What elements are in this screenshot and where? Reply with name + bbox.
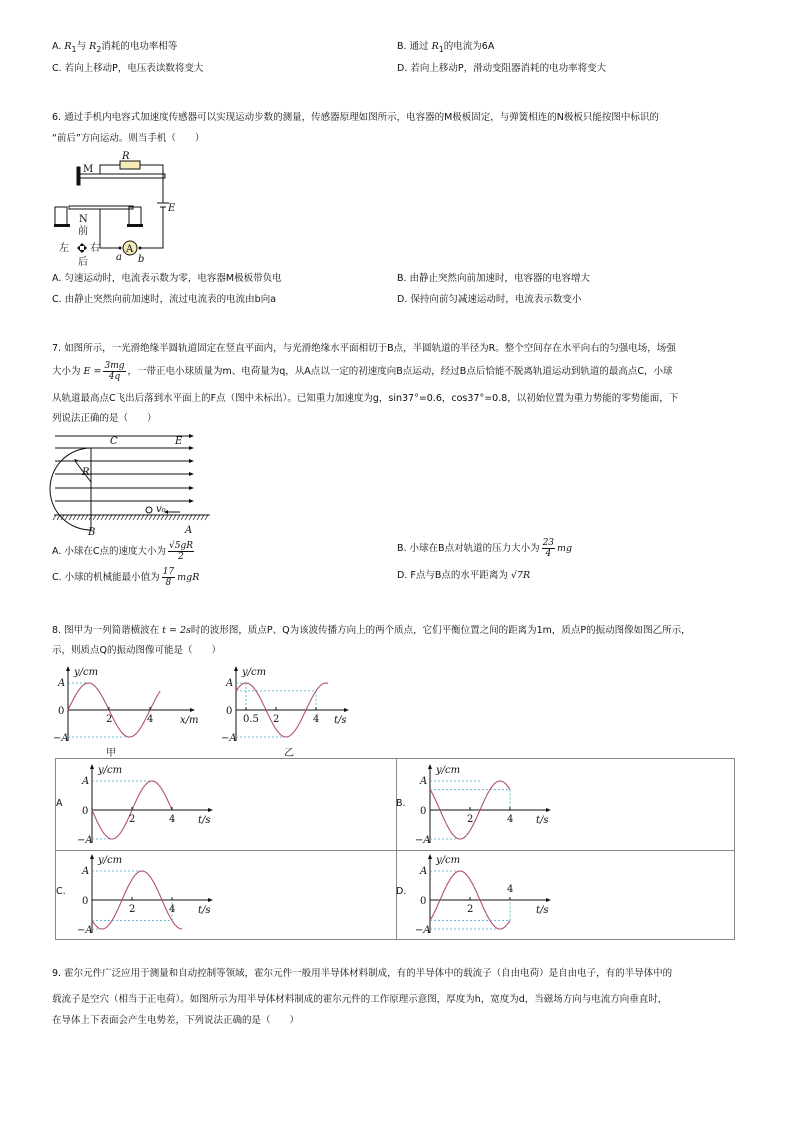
origin-label: 0 (420, 806, 427, 817)
fraction (168, 541, 194, 562)
label-a: A (185, 525, 193, 536)
resistor (120, 161, 140, 169)
y-axis-label: y/cm (242, 667, 267, 678)
q7-stem-line2 (52, 361, 672, 383)
q5-option-c[interactable]: C. 若向上移动P，电压表读数将变大 (52, 63, 204, 74)
x-axis-arrow-icon (344, 708, 349, 712)
r1: R (431, 41, 439, 52)
q9-stem-line1: 9. 霍尔元件广泛应用于测量和自动控制等领域，霍尔元件一般用半导体材料制成，有的半导体中的载流子（自由电荷）是自由电子，有的半导体中的 (52, 968, 673, 979)
label-left: 左 (59, 243, 69, 254)
denominator: 4q (108, 372, 121, 382)
label-r: R (122, 151, 130, 162)
q7-option-b[interactable] (397, 537, 572, 561)
n-plate (69, 206, 133, 209)
e-equals: E = (83, 366, 102, 377)
label-ammeter: A (126, 244, 134, 255)
tick-label: 4 (147, 714, 154, 725)
x-axis-label: t/s (198, 815, 211, 826)
q7-stem-line1: 7. 如图所示，一光滑绝缘半圆轨道固定在竖直平面内，与光滑绝缘水平面相切于B点，半圆轨道的半径为R。整个空间存在水平向右的匀强电场，场强 (52, 343, 676, 354)
text: A. 小球在C点的速度大小为 (52, 546, 167, 557)
label-b: b (138, 254, 145, 265)
text: 的电流为6A (443, 41, 495, 52)
graph-yi (221, 666, 349, 759)
text: C. 小球的机械能最小值为 (52, 572, 160, 583)
neg-amplitude-label: −A (415, 835, 431, 846)
origin-label: 0 (82, 896, 89, 907)
label-m: M (83, 164, 94, 175)
q6-option-a[interactable]: A. 匀速运动时，电流表示数为零，电容器M极板带负电 (52, 273, 282, 284)
tail: mgR (177, 572, 200, 583)
tick-label: 2 (106, 714, 113, 725)
q7-option-c[interactable] (52, 566, 199, 590)
graph-jia (53, 666, 199, 759)
tick-label: 2 (273, 714, 280, 725)
numerator: 23 (542, 538, 555, 548)
q6-stem-line2: “前后”方向运动。则当手机（ ） (52, 133, 205, 144)
tick-label: 4 (507, 814, 514, 825)
direction-arrows-icon (77, 243, 87, 253)
denominator: 2 (178, 552, 184, 562)
amplitude-label: A (420, 866, 428, 877)
x-axis-label: t/s (198, 905, 211, 916)
label-b: B (88, 527, 96, 538)
label-e: E (175, 436, 183, 447)
field-arrow-icon (189, 499, 194, 503)
q7-stem-line3: 从轨道最高点C飞出后落到水平面上的F点（图中未标出）。已知重力加速度为g，sin37°=0.6，cos37°=0.8，以初始位置为重力势能的零势能面，下 (52, 393, 679, 404)
amplitude-label: A (82, 866, 90, 877)
r1-sub: 1 (438, 44, 444, 54)
text: D. F点与B点的水平距离为 (397, 570, 508, 581)
figure-caption: 甲 (106, 748, 116, 759)
amplitude-label: A (226, 678, 234, 689)
field-arrow-icon (189, 446, 194, 450)
field-arrow-icon (189, 434, 194, 438)
tick-label: 4 (169, 904, 176, 915)
label-r: R (82, 467, 90, 478)
denominator: 4 (545, 549, 552, 559)
q6-option-d[interactable]: D. 保持向前匀减速运动时，电流表示数变小 (397, 294, 582, 305)
text: 消耗的电功率相等 (101, 41, 178, 52)
r1-sub: 1 (71, 44, 77, 54)
q6-stem-line1: 6. 通过手机内电容式加速度传感器可以实现运动步数的测量，传感器原理如图所示，电容器的M极板固定，与弹簧相连的N极板只能按图中标识的 (52, 112, 659, 123)
q8-stem-line2: 示，则质点Q的振动图像可能是（ ） (52, 645, 221, 656)
tick-label: 4 (507, 884, 514, 895)
q8-option-a[interactable]: A (56, 798, 63, 809)
y-axis-label: y/cm (436, 855, 461, 866)
neg-amplitude-label: −A (77, 925, 93, 936)
q8-option-c[interactable]: C. (56, 886, 66, 897)
option-letter: A. (52, 41, 62, 52)
q7-option-d[interactable] (397, 570, 530, 582)
q8-option-d[interactable]: D. (396, 886, 407, 897)
x-axis-label: t/s (334, 715, 347, 726)
q5-option-d[interactable]: D. 若向上移动P，滑动变阻器消耗的电功率将变大 (397, 63, 607, 74)
label-v0: v₀ (156, 504, 166, 515)
neg-amplitude-label: −A (77, 835, 93, 846)
text: B. 通过 (397, 41, 429, 52)
y-axis-label: y/cm (98, 765, 123, 776)
label-c: C (110, 436, 118, 447)
q7-stem-line4: 列说法正确的是（ ） (52, 413, 157, 424)
text: 时的波形图，质点P、Q为该波传播方向上的两个质点，它们平衡位置之间的距离为1m，质点P的振动图像如图乙所示， (190, 625, 691, 636)
q6-option-b[interactable]: B. 由静止突然向前加速时，电容器的电容增大 (397, 273, 591, 284)
label-front: 前 (78, 226, 88, 237)
y-axis-arrow-icon (234, 666, 238, 671)
text: 大小为 (52, 366, 81, 377)
q8-options-table (55, 758, 735, 940)
x-axis-label: t/s (536, 905, 549, 916)
fraction (162, 567, 175, 588)
origin-label: 0 (58, 706, 65, 717)
left-spring (55, 207, 67, 225)
y-axis-arrow-icon (66, 666, 70, 671)
q9-stem-line3: 在导体上下表面会产生电势差，下列说法正确的是（ ） (52, 1015, 300, 1026)
numerator: 3mg (104, 361, 125, 371)
y-axis-label: y/cm (98, 855, 123, 866)
tick-label: 4 (169, 814, 176, 825)
right-spring (129, 207, 141, 225)
label-a: a (116, 252, 122, 263)
field-arrow-icon (189, 486, 194, 490)
tick-label: 2 (467, 814, 474, 825)
text: 8. 图甲为一列简谐横波在 (52, 625, 160, 636)
x-axis-label: x/m (180, 715, 199, 726)
q9-stem-line2: 载流子是空穴（相当于正电荷）。如图所示为用半导体材料制成的霍尔元件的工作原理示意图，厚度为h，宽度为d，当磁场方向与电流方向垂直时， (52, 994, 668, 1005)
numerator: 17 (162, 567, 175, 577)
field-arrow-icon (189, 459, 194, 463)
q8-option-b[interactable]: B. (396, 798, 406, 809)
x-axis-arrow-icon (190, 708, 195, 712)
label-back: 后 (78, 257, 88, 268)
neg-amplitude-label: −A (415, 925, 431, 936)
field-arrow-icon (189, 472, 194, 476)
origin-label: 0 (226, 706, 233, 717)
numerator: √5gR (169, 541, 194, 551)
amplitude-label: A (82, 776, 90, 787)
q8-stem-line1 (52, 625, 691, 637)
q6-option-c[interactable]: C. 由静止突然向前加速时，流过电流表的电流由b向a (52, 294, 277, 305)
y-axis-label: y/cm (74, 667, 99, 678)
r2: R (89, 41, 97, 52)
e-fraction (103, 361, 125, 382)
text: 与 (76, 41, 87, 52)
label-e: E (168, 203, 176, 214)
value: √7R (510, 570, 531, 581)
q5-option-a[interactable] (52, 41, 177, 56)
x-axis-label: t/s (536, 815, 549, 826)
r1: R (64, 41, 72, 52)
denominator: 8 (165, 578, 172, 588)
origin-label: 0 (420, 896, 427, 907)
tick-label: 0.5 (243, 714, 259, 725)
label-right: 右 (90, 243, 100, 254)
text: B. 小球在B点对轨道的压力大小为 (397, 543, 540, 554)
figure-caption: 乙 (284, 748, 294, 759)
time: t = 2s (162, 625, 191, 636)
fraction (542, 538, 555, 559)
r2-sub: 2 (96, 44, 102, 54)
text: ，一带正电小球质量为m、电荷量为q，从A点以一定的初速度向B点运动，经过B点后恰能不脱离轨道运动到轨道的最高点C，小球 (127, 366, 673, 377)
tail: mg (557, 543, 573, 554)
tick-label: 2 (129, 904, 136, 915)
origin-label: 0 (82, 806, 89, 817)
label-n: N (79, 214, 88, 225)
amplitude-label: A (420, 776, 428, 787)
neg-amplitude-label: −A (221, 733, 237, 744)
y-axis-label: y/cm (436, 765, 461, 776)
tick-label: 2 (129, 814, 136, 825)
q5-option-b[interactable] (397, 41, 494, 56)
tick-label: 4 (313, 714, 320, 725)
amplitude-label: A (58, 678, 66, 689)
neg-amplitude-label: −A (53, 733, 69, 744)
q7-option-a[interactable] (52, 540, 196, 564)
tick-label: 2 (467, 904, 474, 915)
